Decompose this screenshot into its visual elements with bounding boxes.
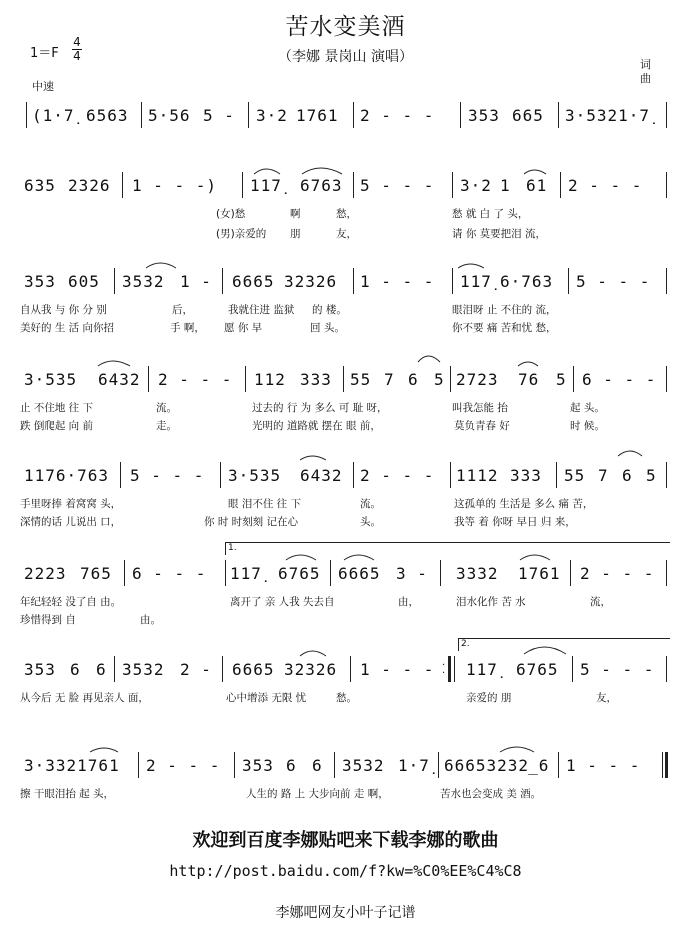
lyric: 你不要 痛 苦和忧 愁， <box>452 322 557 334</box>
lyric: 止 不住地 往 下 <box>20 402 94 414</box>
performers: （李娜 景岗山 演唱） <box>278 49 413 65</box>
lyric: (女)愁 <box>216 208 246 220</box>
note-group: 6 <box>622 466 633 485</box>
ending-label: 2. <box>461 639 470 649</box>
note-group: 6 <box>408 370 419 389</box>
lyric: 愿 你 早 <box>224 322 263 334</box>
lyric: 啊 <box>290 208 301 220</box>
note-group: 765 <box>80 564 112 583</box>
note-group: 1 - - - <box>566 756 641 775</box>
note-group: 333 <box>510 466 542 485</box>
lyric: 人生的 路 上 大步向前 走 啊， <box>246 788 389 800</box>
note-group: 32326 <box>284 272 338 291</box>
lyric: 头。 <box>360 516 381 528</box>
lyric: 光明的 道路就 摆在 眼 前， <box>252 420 381 432</box>
lyric: (男)亲爱的 <box>216 228 267 240</box>
note-group: 1761 <box>518 564 561 583</box>
note-group: 353 <box>468 106 500 125</box>
note-group: 2 - - - <box>158 370 233 389</box>
footer-promo: 欢迎到百度李娜贴吧来下载李娜的歌曲 <box>192 830 499 851</box>
lyric: 朋 <box>290 228 301 240</box>
note-group: 7 <box>598 466 609 485</box>
note-group: 112 <box>254 370 286 389</box>
note-group: 117̣ <box>460 272 492 291</box>
note-group: 5 - <box>203 106 235 125</box>
note-group: 5 <box>646 466 657 485</box>
note-group: 3·2 <box>256 106 288 125</box>
note-group: 5·56 <box>148 106 191 125</box>
note-group: 2326 <box>68 176 111 195</box>
note-group: 6763 <box>300 176 343 195</box>
song-title: 苦水变美酒 <box>285 14 406 40</box>
repeat-dots: · · <box>442 660 446 679</box>
lyric: 年纪轻轻 没了自 由。 <box>20 596 122 608</box>
note-group: 6665 <box>232 272 275 291</box>
lyric: 由， <box>398 596 419 608</box>
note-group: 5 - - - <box>360 176 435 195</box>
note-group: 1·7̣ <box>398 756 430 775</box>
lyric: 时 候。 <box>570 420 605 432</box>
note-group: 3332 <box>456 564 499 583</box>
note-group: 2223 <box>24 564 67 583</box>
lyricist-label: 词 <box>640 58 651 71</box>
note-group: 66653232̲6 <box>444 756 550 775</box>
lyric: 离开了 亲 人我 失去自 <box>230 596 335 608</box>
note-group: 55 <box>350 370 372 389</box>
lyric: 泪水化作 苦 水 <box>456 596 526 608</box>
note-group: 1 - <box>180 272 212 291</box>
lyric: 我等 着 你呀 早日 归 来， <box>454 516 576 528</box>
note-group: 6 - - - <box>132 564 207 583</box>
lyric: 流。 <box>360 498 381 510</box>
note-group: 2 - - - <box>580 564 655 583</box>
note-group: 3·5321·7̣ <box>565 106 651 125</box>
note-group: 1 - - - <box>360 660 435 679</box>
note-group: 1112 <box>456 466 499 485</box>
note-group: 635 <box>24 176 56 195</box>
lyric: 友， <box>336 228 357 240</box>
lyric: 的 楼。 <box>312 304 347 316</box>
note-group: 353 <box>242 756 274 775</box>
note-group: 5 - - - <box>580 660 655 679</box>
note-group: 6 <box>286 756 297 775</box>
lyric: 手里呀捧 着窝窝 头， <box>20 498 122 510</box>
note-group: 6665 <box>232 660 275 679</box>
lyric: 愁。 <box>336 692 357 704</box>
lyric: 走。 <box>156 420 177 432</box>
composer-label: 曲 <box>640 72 651 85</box>
lyric: 莫负青春 好 <box>454 420 510 432</box>
note-group: 2 - - - <box>568 176 643 195</box>
lyric: 后， <box>172 304 193 316</box>
lyric: 流， <box>590 596 611 608</box>
note-group: 3 - <box>396 564 428 583</box>
note-group: 605 <box>68 272 100 291</box>
lyric: 请 你 莫要把泪 流， <box>452 228 547 240</box>
lyric: 美好的 生 活 向你招 <box>20 322 115 334</box>
ending-label: 1. <box>228 543 237 553</box>
note-group: (1·7̣ <box>32 106 75 125</box>
lyric: 苦水也会变成 美 酒。 <box>440 788 542 800</box>
note-group: 1761 <box>296 106 339 125</box>
note-group: 1176·763 <box>24 466 110 485</box>
note-group: 5 - - - <box>130 466 205 485</box>
time-top: 4 <box>73 35 81 49</box>
note-group: 2723 <box>456 370 499 389</box>
note-group: 6 <box>70 660 81 679</box>
lyric: 由。 <box>140 614 161 626</box>
lyric: 擦 干眼泪抬 起 头， <box>20 788 115 800</box>
note-group: 3532 <box>122 660 165 679</box>
lyric: 心中增添 无限 忧 <box>226 692 307 704</box>
note-group: 117̣ <box>230 564 262 583</box>
note-group: 7 <box>384 370 395 389</box>
lyric: 流。 <box>156 402 177 414</box>
lyric: 珍惜得到 自 <box>20 614 76 626</box>
note-group: 61 <box>526 176 548 195</box>
lyric: 从今后 无 脸 再见亲人 面， <box>20 692 149 704</box>
lyric: 愁 就 白 了 头， <box>452 208 529 220</box>
key-signature: 1＝F <box>30 46 59 61</box>
note-group: 6765 <box>516 660 559 679</box>
note-group: 5 <box>556 370 567 389</box>
lyric: 过去的 行 为 多么 可 耻 呀， <box>252 402 388 414</box>
footer-url[interactable]: http://post.baidu.com/f?kw=%C0%EE%C4%C8 <box>169 862 522 880</box>
note-group: 32326 <box>284 660 338 679</box>
note-group: 6·763 <box>500 272 554 291</box>
lyric: 友， <box>596 692 617 704</box>
note-group: 6665 <box>338 564 381 583</box>
note-group: 76 <box>518 370 540 389</box>
lyric: 跌 倒爬起 向 前 <box>20 420 94 432</box>
note-group: 117̣ <box>466 660 498 679</box>
note-group: 2 - <box>180 660 212 679</box>
note-group: 6765 <box>278 564 321 583</box>
note-group: 3532 <box>122 272 165 291</box>
note-group: 6432 <box>300 466 343 485</box>
note-group: 117̣ <box>250 176 282 195</box>
lyric: 叫我怎能 抬 <box>452 402 508 414</box>
note-group: 1 - - -) <box>132 176 218 195</box>
lyric: 眼 泪不住 往 下 <box>228 498 302 510</box>
note-group: 2 - - - <box>360 466 435 485</box>
note-group: 55 <box>564 466 586 485</box>
footer-credit: 李娜吧网友小叶子记谱 <box>275 905 416 921</box>
note-group: 3·3321761 <box>24 756 120 775</box>
note-group: 1 - - - <box>360 272 435 291</box>
note-group: 5 <box>434 370 445 389</box>
note-group: 5 - - - <box>576 272 651 291</box>
lyric: 我就住进 监狱 <box>228 304 295 316</box>
note-group: 6432 <box>98 370 141 389</box>
time-bottom: 4 <box>73 49 81 63</box>
lyric: 亲爱的 朋 <box>466 692 512 704</box>
note-group: 333 <box>300 370 332 389</box>
tempo-marking: 中速 <box>32 80 54 93</box>
note-group: 6563 <box>86 106 129 125</box>
lyric: 愁， <box>336 208 357 220</box>
note-group: 6 <box>312 756 323 775</box>
lyric: 起 头。 <box>570 402 605 414</box>
note-group: 665 <box>512 106 544 125</box>
note-group: 6 <box>96 660 107 679</box>
note-group: 2 - - - <box>360 106 435 125</box>
lyric: 深情的话 儿说出 口， <box>20 516 122 528</box>
lyric: 眼泪呀 止 不住的 流， <box>452 304 557 316</box>
lyric: 这孤单的 生活是 多么 痛 苦， <box>454 498 594 510</box>
note-group: 1 <box>500 176 511 195</box>
lyric: 手 啊， <box>170 322 205 334</box>
note-group: 3·535 <box>228 466 282 485</box>
note-group: 6 - - - <box>582 370 657 389</box>
lyric: 自从我 与 你 分 别 <box>20 304 107 316</box>
lyric: 回 头。 <box>310 322 345 334</box>
note-group: 3·2 <box>460 176 492 195</box>
note-group: 353 <box>24 272 56 291</box>
lyric: 你 时 时刻刻 记在心 <box>204 516 299 528</box>
note-group: 3532 <box>342 756 385 775</box>
note-group: 2 - - - <box>146 756 221 775</box>
note-group: 3·535 <box>24 370 78 389</box>
note-group: 353 <box>24 660 56 679</box>
